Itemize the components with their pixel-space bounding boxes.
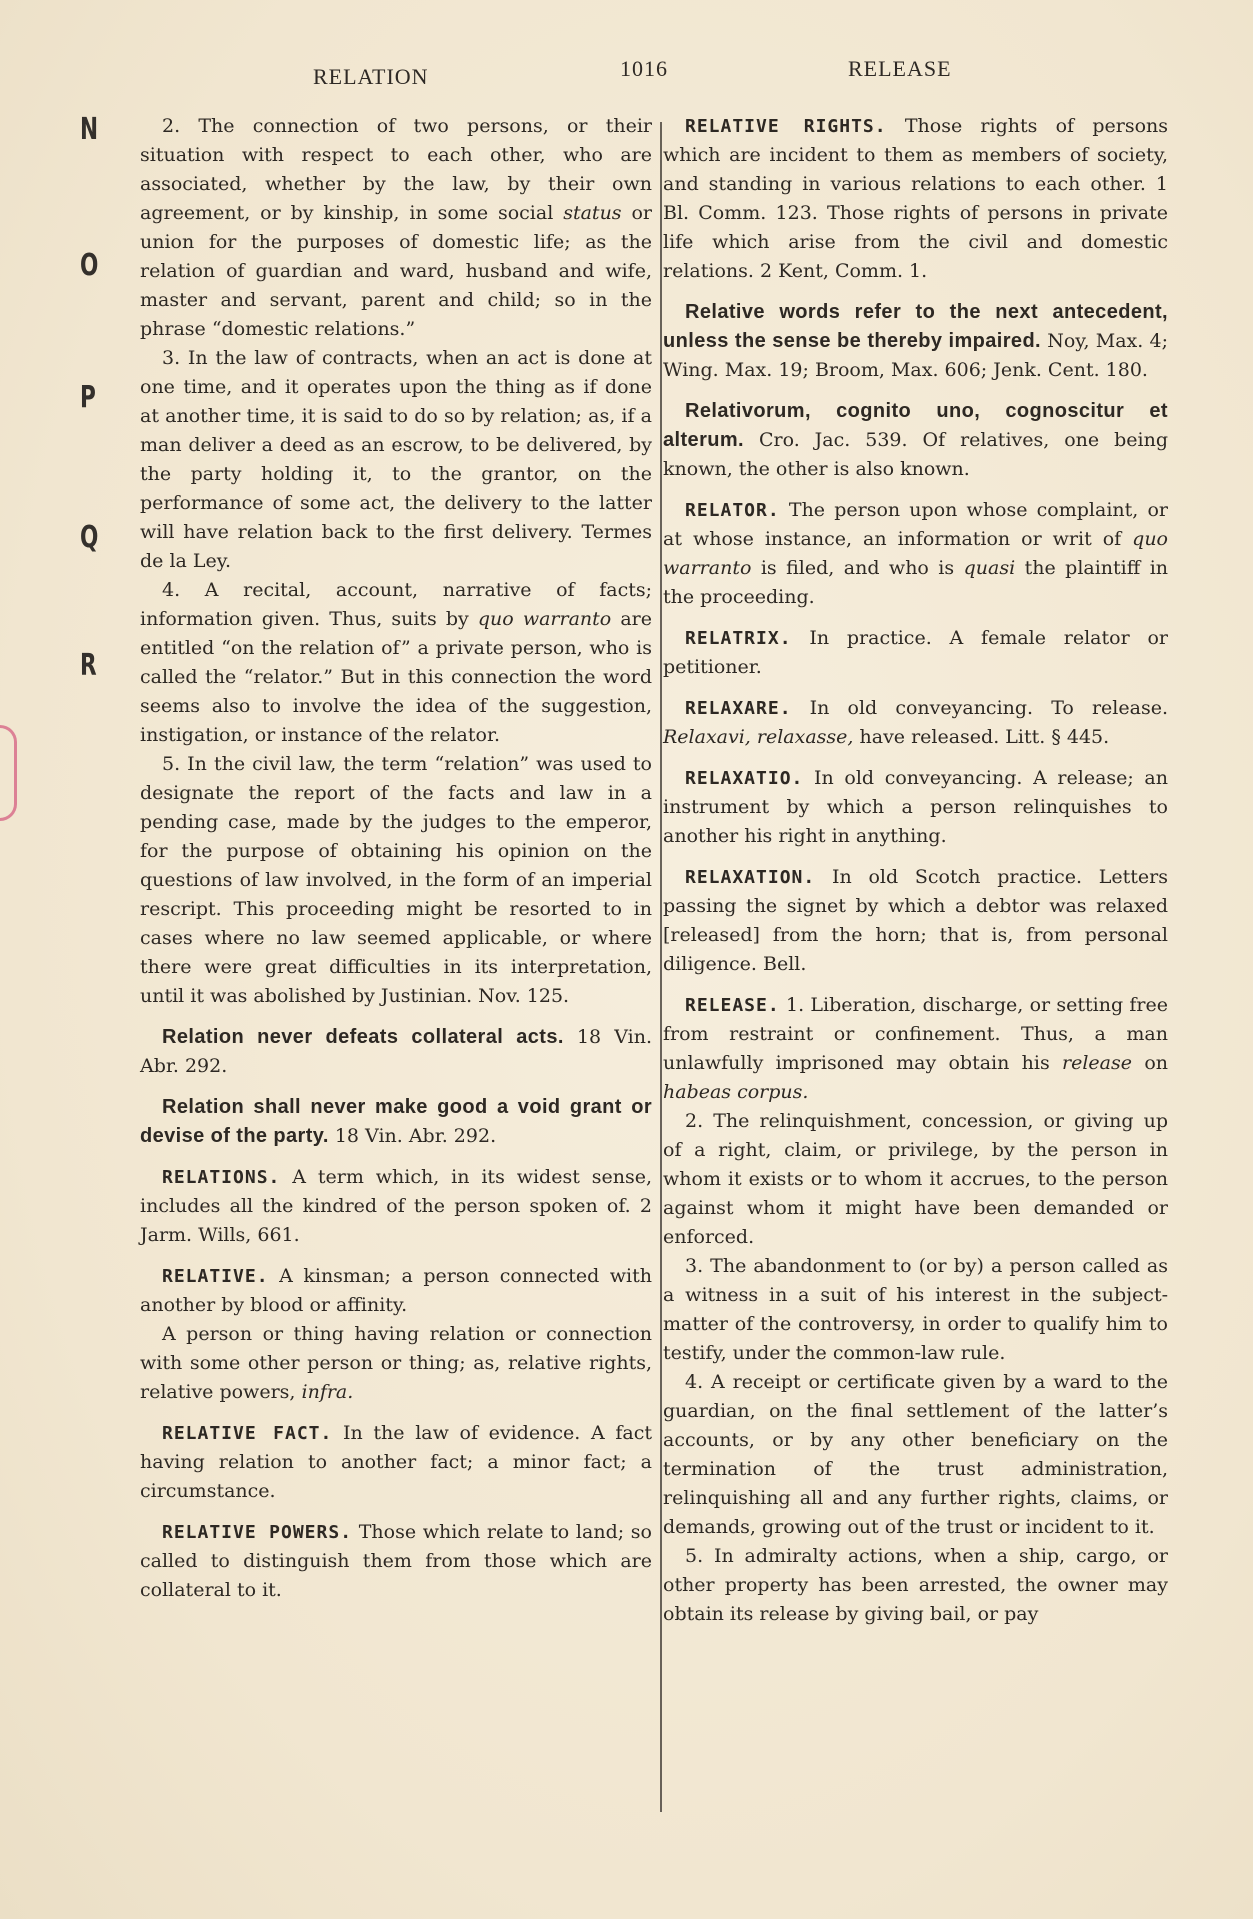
entry-headword: RELATRIX. — [685, 628, 792, 649]
maxim-entry: Relativorum, cognito uno, cognoscitur et alterum. Cro. Jac. 539. Of relatives, one being known, the other is also known. — [663, 400, 1168, 480]
entry-headword: RELATIVE RIGHTS. — [685, 116, 887, 137]
thumb-index — [80, 112, 120, 712]
dictionary-entry: RELATIONS. A term which, in its widest sense, includes all the kindred of the person spoken of. 2 Jarm. Wills, 661. — [140, 1166, 653, 1246]
dictionary-entry: RELATIVE RIGHTS. Those rights of persons which are incident to them as members of society, and standing in various relations to each other. 1 Bl. Comm. 123. Those rights of persons in private life which arise from the civil and domestic relations. 2 Kent, Comm. 1. — [663, 115, 1168, 282]
thumb-index-letter-n[interactable]: N — [80, 112, 99, 147]
entry-headword: RELEASE. — [685, 995, 780, 1016]
entry-headword: RELAXATION. — [685, 867, 816, 888]
definition-paragraph: 4. A receipt or certificate given by a ward to the guardian, on the final settlement of the latter’s accounts, or by any other beneficiary on the termination of the trust administration, relinquishing all and any further rights, claims, or demands, growing out of the trust or incident to it. — [663, 1371, 1168, 1538]
definition-paragraph: 5. In the civil law, the term “relation” was used to designate the report of the facts and law in a pending case, made by the judges to the emperor, for the purpose of obtaining his opinion on the questions of law involved, in the form of an imperial rescript. This proceeding might be resorted to in cases where no law seemed applicable, or where there were great difficulties in its interpretation, until it was abolished by Justinian. Nov. 125. — [140, 753, 652, 1007]
entry-headword: RELATIVE FACT. — [162, 1423, 333, 1444]
thumb-index-letter-o[interactable]: O — [80, 248, 99, 283]
thumb-index-letter-q[interactable]: Q — [80, 520, 99, 555]
dictionary-entry: RELATIVE. A kinsman; a person connected with another by blood or affinity. — [140, 1265, 652, 1316]
entry-headword: RELAXARE. — [685, 698, 792, 719]
entry-headword: RELATIONS. — [162, 1167, 281, 1188]
definition-paragraph: 2. The connection of two persons, or their situation with respect to each other, who are associated, whether by the law, by their own agreement, or by kinship, in some social status or union for the purposes of domestic life; as the relation of guardian and ward, husband and wife, master and servant, parent and child; so in the phrase “domestic relations.” — [140, 115, 653, 340]
dictionary-entry: RELAXATIO. In old conveyancing. A release; an instrument by which a person relinquishes to another his right in anything. — [663, 767, 1168, 847]
thumb-index-letter-p[interactable]: P — [80, 380, 96, 415]
definition-paragraph: 3. In the law of contracts, when an act is done at one time, and it operates upon the thing as if done at another time, it is said to do so by relation; as, if a man deliver a deed as an escrow, to be delivered, by the party holding it, to the grantor, on the performance of some act, the delivery to the latter will have relation back to the first delivery. Termes de la Ley. — [140, 347, 652, 572]
definition-paragraph: 2. The relinquishment, concession, or giving up of a right, claim, or privilege, by the person in whom it exists or to whom it accrues, to the person against whom it might have been demanded or enforced. — [663, 1110, 1168, 1248]
definition-paragraph: 4. A recital, account, narrative of facts; information given. Thus, suits by quo warranto are entitled “on the relation of” a private person, who is called the “relator.” But in this connection the word seems also to involve the idea of the suggestion, instigation, or instance of the relator. — [140, 579, 652, 746]
definition-paragraph: 3. The abandonment to (or by) a person called as a witness in a suit of his interest in the subject-matter of the controversy, in order to qualify him to testify, under the common-law rule. — [663, 1255, 1168, 1364]
dictionary-entry: RELATRIX. In practice. A female relator or petitioner. — [663, 627, 1168, 678]
dictionary-entry: RELEASE. 1. Liberation, discharge, or setting free from restraint or confinement. Thus, a man unlawfully imprisoned may obtain his release on habeas corpus. — [663, 994, 1168, 1103]
maxim-entry: Relation shall never make good a void grant or devise of the party. 18 Vin. Abr. 292. — [140, 1096, 652, 1147]
column-divider — [660, 122, 662, 1812]
dictionary-entry: RELAXATION. In old Scotch practice. Letters passing the signet by which a debtor was relaxed [released] from the horn; that is, from personal diligence. Bell. — [663, 866, 1169, 975]
edge-mark — [0, 725, 17, 821]
thumb-index-letter-r[interactable]: R — [80, 648, 97, 683]
dictionary-entry: RELATOR. The person upon whose complaint, or at whose instance, an information or writ of quo warranto is filed, and who is quasi the plaintiff in the proceeding. — [663, 499, 1169, 608]
entry-headword: RELATIVE POWERS. — [162, 1522, 353, 1543]
entry-headword: RELATOR. — [685, 500, 780, 521]
definition-paragraph: 5. In admiralty actions, when a ship, cargo, or other property has been arrested, the owner may obtain its release by giving bail, or pay — [663, 1545, 1168, 1625]
page-number: 1016 — [620, 56, 668, 81]
right-column — [663, 112, 1168, 1629]
left-column — [140, 112, 652, 1605]
running-head-right: RELEASE — [848, 56, 952, 81]
running-head — [0, 56, 1253, 88]
definition-paragraph: A person or thing having relation or connection with some other person or thing; as, relative rights, relative powers, infra. — [140, 1323, 652, 1403]
entry-headword: RELATIVE. — [162, 1266, 269, 1287]
running-head-left: RELATION — [313, 64, 429, 89]
entry-headword: RELAXATIO. — [685, 768, 804, 789]
dictionary-entry: RELAXARE. In old conveyancing. To release. Relaxavi, relaxasse, have released. Litt. § 445. — [663, 697, 1168, 748]
maxim-entry: Relation never defeats collateral acts. 18 Vin. Abr. 292. — [140, 1026, 653, 1077]
dictionary-entry: RELATIVE POWERS. Those which relate to land; so called to distinguish them from those which are collateral to it. — [140, 1521, 652, 1601]
maxim-entry: Relative words refer to the next antecedent, unless the sense be thereby impaired. Noy, Max. 4; Wing. Max. 19; Broom, Max. 606; Jenk. Cent. 180. — [663, 301, 1168, 381]
dictionary-entry: RELATIVE FACT. In the law of evidence. A fact having relation to another fact; a minor fact; a circumstance. — [140, 1422, 652, 1502]
